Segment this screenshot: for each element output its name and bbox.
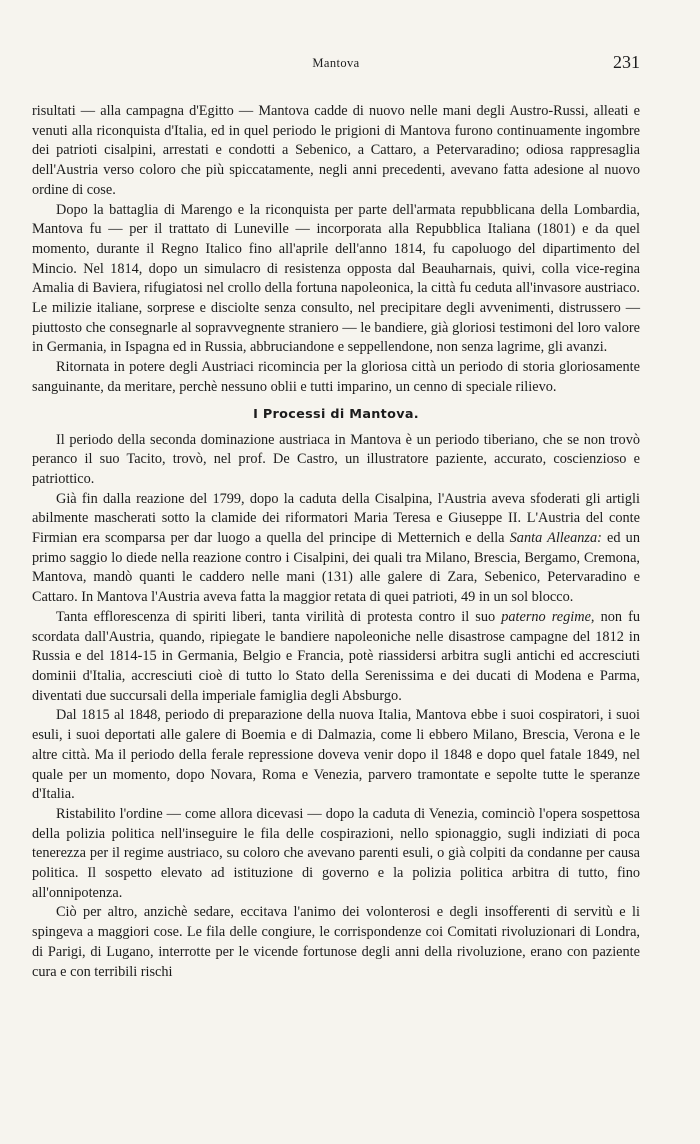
paragraph-5-text-a: Già fin dalla reazione del 1799, dopo la caduta della Cisalpina, l'Austria aveva sfoderati gli artigli abilmente mascherati sotto la clamide dei riformatori Maria Teresa e Giuseppe II. L'Austria del conte Firmian era scomparsa per dar luogo a quella del principe di Metternich e della [32,490,640,547]
paragraph-3: Ritornata in potere degli Austriaci ricomincia per la gloriosa città un periodo di storia gloriosamente sanguinante, da meritare, perchè nessuno oblii e tutti imparino, un cenno di speciale rilievo. [32,359,640,395]
paragraph-6-italic: paterno regime, [501,608,595,625]
paragraph-6-text-a: Tanta efflorescenza di spiriti liberi, tanta virilità di protesta contro il suo [56,608,502,625]
paragraph-9: Ciò per altro, anzichè sedare, eccitava l'animo dei volonterosi e degli insofferenti di servitù e li spingeva a maggiori cose. Le fila delle congiure, le corrispondenze coi Comitati rivoluzionari di Londra, di Parigi, di Lugano, interrotte per le vicende fortunose degli anni della rivoluzione, erano con paziente cura e con terribili rischi [32,904,640,980]
section-heading: I Processi di Mantova. [253,406,419,422]
paragraph-7: Dal 1815 al 1848, periodo di preparazione della nuova Italia, Mantova ebbe i suoi cospiratori, i suoi esuli, i suoi deportati alle galere di Boemia e di Dalmazia, come li ebbero Milano, Brescia, Verona e le altre città. Ma il periodo della ferale repressione doveva venir dopo il 1848 e dopo quel fatale 1849, nel quale per un momento, dopo Novara, Roma e Venezia, parvero tramontate e sepolte tutte le speranze d'Italia. [32,707,640,803]
paragraph-1: risultati — alla campagna d'Egitto — Mantova cadde di nuovo nelle mani degli Austro-Russi, alleati e venuti alla riconquista d'Italia, ed in quel periodo le prigioni di Mantova furono continuamente ingombre dei patrioti cisalpini, arrestati e condotti a Sebenico, a Cattaro, a Petervaradino; odiosa rappresaglia dell'Austria verso coloro che più spiccatamente, negli anni precedenti, avevano fatta adesione al nuovo ordine di cose. [32,103,640,198]
paragraph-6-text-b: non fu scordata dall'Austria, quando, ripiegate le bandiere napoleoniche nelle disastrose campagne del 1812 in Russia e del 1814-15 in Germania, Belgio e Francia, potè riassidersi arbitra sugli antichi ed accresciuti dominii d'Italia, accresciuti cioè di tutto lo Stato della Serenissima e dei ducati di Modena e Parma, diventati due succursali della imperiale famiglia degli Absburgo. [32,608,641,704]
paragraph-2: Dopo la battaglia di Marengo e la riconquista per parte dell'armata repubblicana della Lombardia, Mantova fu — per il trattato di Luneville — incorporata alla Repubblica Italiana (1801) e da quel momento, durante il Regno Italico fino all'aprile dell'anno 1814, fu capoluogo del dipartimento del Mincio. Nel 1814, dopo un simulacro di resistenza opposta dal Beauharnais, quivi, colla vice-regina Amalia di Baviera, rifugiatosi nel crollo della fortuna napoleonica, la città fu ceduta all'invasore austriaco. Le milizie italiane, sorprese e disciolte senza consulto, nel precipitare degli avvenimenti, distrussero — piuttosto che consegnarle al sopravvegnente straniero — le bandiere, già gloriosi testimoni del loro valore in Germania, in Ispagna ed in Russia, abbruciandone e seppellendone, non senza lagrime, gli avanzi. [32,201,640,356]
paragraph-6 [32,608,640,707]
paragraph-4: Il periodo della seconda dominazione austriaca in Mantova è un periodo tiberiano, che se non trovò peranco il suo Tacito, trovò, nel prof. De Castro, un illustratore paziente, accurato, coscienzioso e patriottico. [32,431,640,487]
page-number: 231 [613,52,640,72]
paragraph-8: Ristabilito l'ordine — come allora dicevasi — dopo la caduta di Venezia, cominciò l'opera sospettosa della polizia politica nell'inseguire le fila delle cospirazioni, nello spionaggio, sugli indiziati di poca tenerezza per il regime austriaco, su coloro che avevano parenti esuli, o già colpiti da condanne per causa politica. Il sospetto elevato ad istituzione di governo e la polizia politica arbitra di tutto, fino all'onnipotenza. [32,805,640,901]
running-header [32,52,640,74]
text-body [32,102,640,982]
paragraph-5-text-b: ed un primo saggio lo diede nella reazione contro i Cisalpini, dei quali tra Milano, Brescia, Bergamo, Cremona, Mantova, mandò quanti le caddero nelle mani (131) alle galere di Zara, Sebenico, Petervaradino e Cattaro. In Mantova l'Austria aveva fatta la maggior retata di quei patrioti, 49 in un sol blocco. [32,530,640,606]
paragraph-5-italic: Santa Alleanza: [509,530,602,547]
running-title: Mantova [312,56,360,70]
paragraph-5 [32,490,640,608]
